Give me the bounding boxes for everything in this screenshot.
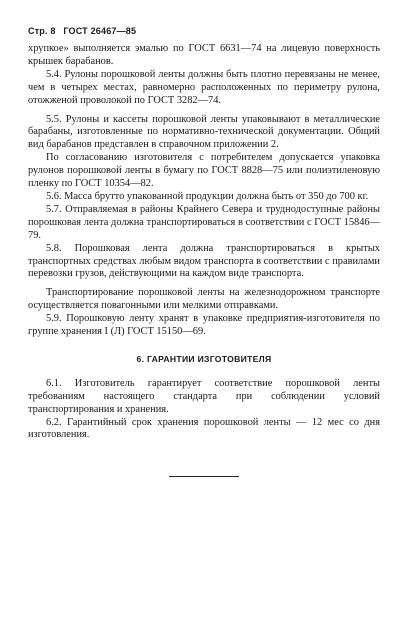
paragraph-6-2: 6.2. Гарантийный срок хранения порошковой ленты — 12 мес со дня изготовления. [28, 416, 380, 441]
paragraph-5-9: 5.9. Порошковую ленту хранят в упаковке предприятия-изготовителя по группе хранения I (Л) ГОСТ 15150—69. [28, 313, 380, 338]
page-number: Стр. 8 [28, 26, 56, 36]
paragraph-5-5-note: По согласованию изготовителя с потребителем допускается упаковка рулонов порошковой ленты в бумагу по ГОСТ 8828—75 или полиэтиленовую пленку по ГОСТ 10354—82. [28, 152, 380, 190]
document-body [28, 43, 380, 477]
paragraph-5-8-note: Транспортирование порошковой ленты на железнодорожном транспорте осуществляется повагонными или мелкими отправками. [28, 287, 380, 312]
paragraph-6-1: 6.1. Изготовитель гарантирует соответствие порошковой ленты требованиям настоящего стандарта при соблюдении условий транспортирования и хранения. [28, 377, 380, 415]
paragraph-5-7: 5.7. Отправляемая в районы Крайнего Севера и труднодоступные районы порошковая лента должна транспортироваться в соответствии с ГОСТ 15846—79. [28, 203, 380, 241]
paragraph-5-4: 5.4. Рулоны порошковой ленты должны быть плотно перевязаны не менее, чем в четырех местах, равномерно расположенных по периметру рулона, отожженой проволокой по ГОСТ 3282—74. [28, 68, 380, 106]
end-rule [169, 476, 239, 477]
page-header [28, 26, 380, 36]
standard-number: ГОСТ 26467—85 [63, 26, 137, 36]
paragraph-5-8: 5.8. Порошковая лента должна транспортироваться в крытых транспортных средствах любым видом транспорта в соответствии с правилами перевозки грузов, действующими на каждом виде транспорта. [28, 242, 380, 280]
paragraph-5-6: 5.6. Масса брутто упакованной продукции должна быть от 350 до 700 кг. [46, 190, 369, 202]
paragraph-continuation: хрупкое» выполняется эмалью по ГОСТ 6631—74 на лицевую поверхность крышек барабанов. [28, 43, 380, 67]
section-heading: 6. ГАРАНТИИ ИЗГОТОВИТЕЛЯ [136, 353, 272, 364]
paragraph-5-5: 5.5. Рулоны и кассеты порошковой ленты упаковывают в металлические барабаны, изготовленные по нормативно-технической документации. Общий вид барабанов представлен в справочном приложении 2. [28, 113, 380, 151]
